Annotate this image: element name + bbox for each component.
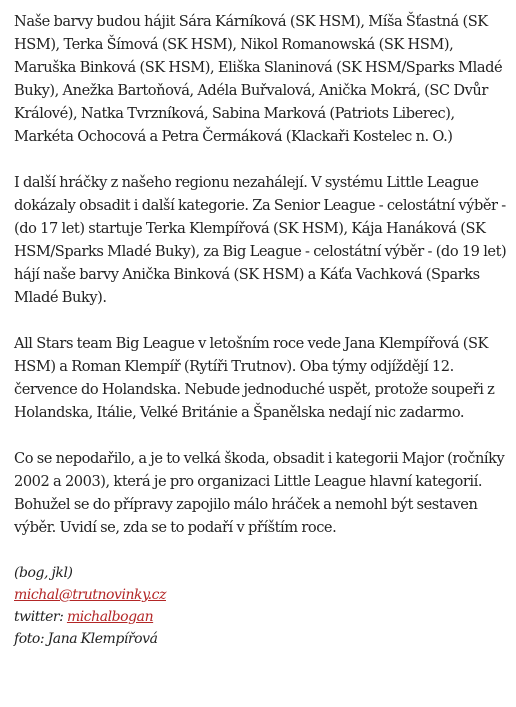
paragraph-all-stars: All Stars team Big League v letošním roce vede Jana Klempířová (SK HSM) a Roman Klempíř (Rytíři Trutnov). Oba týmy odjíždějí 12. července do Holandska. Nebude jednoduché uspět, protože soupeři z Holandska, Itálie, Velké Británie a Španělska nedají nic zadarmo. [14,335,495,421]
article-body [14,10,512,650]
email-line [14,584,512,606]
author-initials: (bog, jkl) [14,565,73,581]
article-signature [14,562,512,650]
paragraph-other-categories: I další hráčky z našeho regionu nezahálejí. V systému Little League dokázaly obsadit i další kategorie. Za Senior League - celostátní výběr - (do 17 let) startuje Terka Klempířová (SK HSM), Kája Hanáková (SK HSM/Sparks Mladé Buky), za Big League - celostátní výběr - (do 19 let) hájí naše barvy Anička Binková (SK HSM) a Káťa Vachková (Sparks Mladé Buky). [14,174,507,306]
twitter-line [14,606,512,628]
paragraph-major-category: Co se nepodařilo, a je to velká škoda, obsadit i kategorii Major (ročníky 2002 a 2003), která je pro organizaci Little League hlavní kategorií. Bohužel se do přípravy zapojilo málo hráček a nemohl být sestaven výběr. Uvidí se, zda se to podaří v příštím roce. [14,450,505,536]
photo-credit: foto: Jana Klempířová [14,631,158,647]
twitter-label: twitter: [14,609,67,625]
twitter-link[interactable]: michalbogan [66,609,154,625]
paragraph-team-roster: Naše barvy budou hájit Sára Kárníková (SK HSM), Míša Šťastná (SK HSM), Terka Šímová (SK HSM), Nikol Romanowská (SK HSM), Maruška Binková (SK HSM), Eliška Slaninová (SK HSM/Sparks Mladé Buky), Anežka Bartoňová, Adéla Buřvalová, Anička Mokrá, (SC Dvůr Králové), Natka Tvrzníková, Sabina Marková (Patriots Liberec), Markéta Ochocová a Petra Čermáková (Klackaři Kostelec n. O.) [14,13,503,145]
email-link[interactable]: michal@trutnovinky.cz [14,587,166,603]
